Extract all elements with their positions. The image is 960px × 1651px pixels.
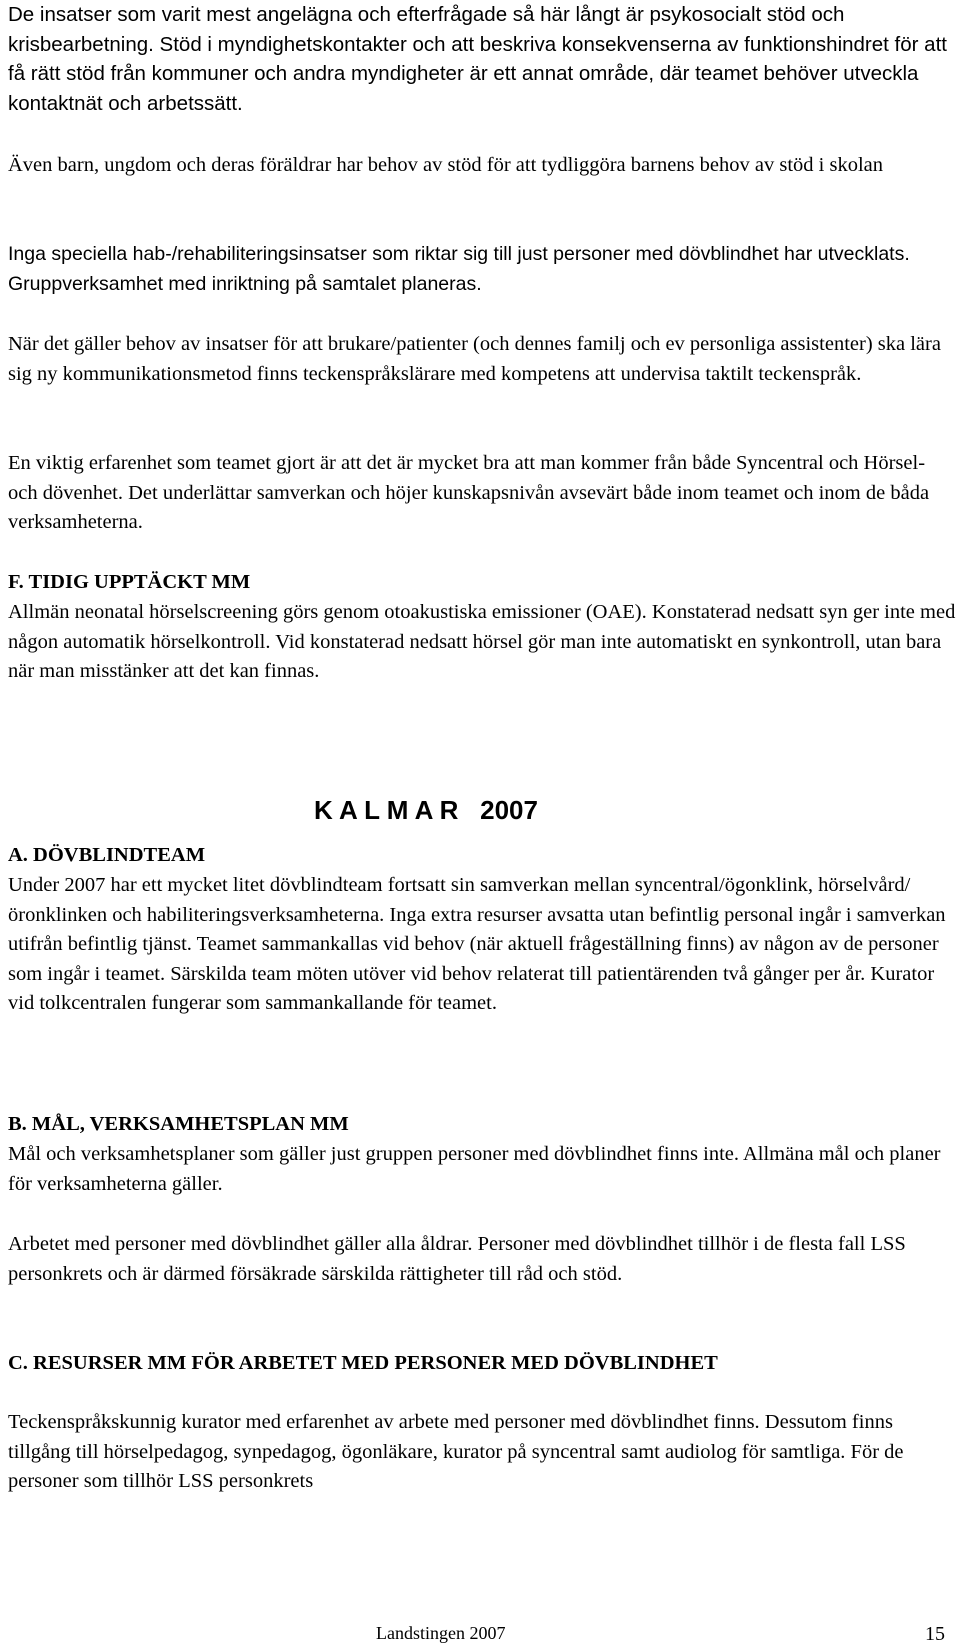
section-c-heading: C. RESURSER MM FÖR ARBETET MED PERSONER MED DÖVBLINDHET [8, 1352, 718, 1374]
footer-text: Landstingen 2007 [376, 1623, 506, 1643]
paragraph-insatser: De insatser som varit mest angelägna och efterfrågade så här långt är psykosocialt stöd och krisbearbetning. Stöd i myndighetskontakter och att beskriva konsekvenserna av funktionshindret för att få rätt stöd från kommuner och andra myndigheter är ett annat område, där teamet behöver utveckla kontaktnät och arbetssätt. [8, 3, 947, 115]
section-a-heading: A. DÖVBLINDTEAM [8, 844, 206, 866]
section-a-body: Under 2007 har ett mycket litet dövblindteam fortsatt sin samverkan mellan syncentral/ögonklink, hörselvård/öronklinken och habiliteringsverksamheterna. Inga extra resurser avsatta utan befintlig personal ingår i samverkan utifrån befintlig tjänst. Teamet sammankallas vid behov (när aktuell frågeställning finns) av någon av de personer som ingår i teamet. Särskilda team möten utöver vid behov relaterat till patientärenden två gånger per år. Kurator vid tolkcentralen fungerar som sammankallande för teamet. [8, 874, 946, 1015]
region-year-title: K A L M A R 2007 [314, 795, 538, 825]
section-b-heading: B. MÅL, VERKSAMHETSPLAN MM [8, 1113, 349, 1135]
section-f-heading: F. TIDIG UPPTÄCKT MM [8, 571, 251, 593]
section-b-body-2: Arbetet med personer med dövblindhet gäller alla åldrar. Personer med dövblindhet tillhör i de flesta fall LSS personkrets och är därmed försäkrade särskilda rättigheter till råd och stöd. [8, 1233, 906, 1285]
section-f-body: Allmän neonatal hörselscreening görs genom otoakustiska emissioner (OAE). Konstaterad nedsatt syn ger inte med någon automatik hörselkontroll. Vid konstaterad nedsatt hörsel gör man inte automatiskt en synkontroll, utan bara när man misstänker att det kan finnas. [8, 601, 956, 683]
paragraph-kommunikationsmetod: När det gäller behov av insatser för att brukare/patienter (och dennes familj och ev personliga assistenter) ska lära sig ny kommunikationsmetod finns teckenspråkslärare med kompetens att undervisa taktilt teckenspråk. [8, 333, 941, 385]
section-b-body-1: Mål och verksamhetsplaner som gäller just gruppen personer med dövblindhet finns inte. Allmäna mål och planer för verksamheterna gäller. [8, 1143, 941, 1195]
paragraph-barn-ungdom: Även barn, ungdom och deras föräldrar har behov av stöd för att tydliggöra barnens behov av stöd i skolan [8, 154, 883, 176]
paragraph-hab-rehab: Inga speciella hab-/rehabiliteringsinsatser som riktar sig till just personer med dövblindhet har utvecklats. Gruppverksamhet med inriktning på samtalet planeras. [8, 243, 910, 295]
section-c-body: Teckenspråkskunnig kurator med erfarenhet av arbete med personer med dövblindhet finns. Dessutom finns tillgång till hörselpedagog, synpedagog, ögonläkare, kurator på syncentral samt audiolog för samtliga. För de personer som tillhör LSS personkrets [8, 1411, 904, 1493]
page-number: 15 [925, 1623, 945, 1645]
paragraph-erfarenhet: En viktig erfarenhet som teamet gjort är att det är mycket bra att man kommer från både Syncentral och Hörsel- och dövenhet. Det underlättar samverkan och höjer kunskapsnivån avsevärt både inom teamet och inom de båda verksamheterna. [8, 452, 930, 534]
